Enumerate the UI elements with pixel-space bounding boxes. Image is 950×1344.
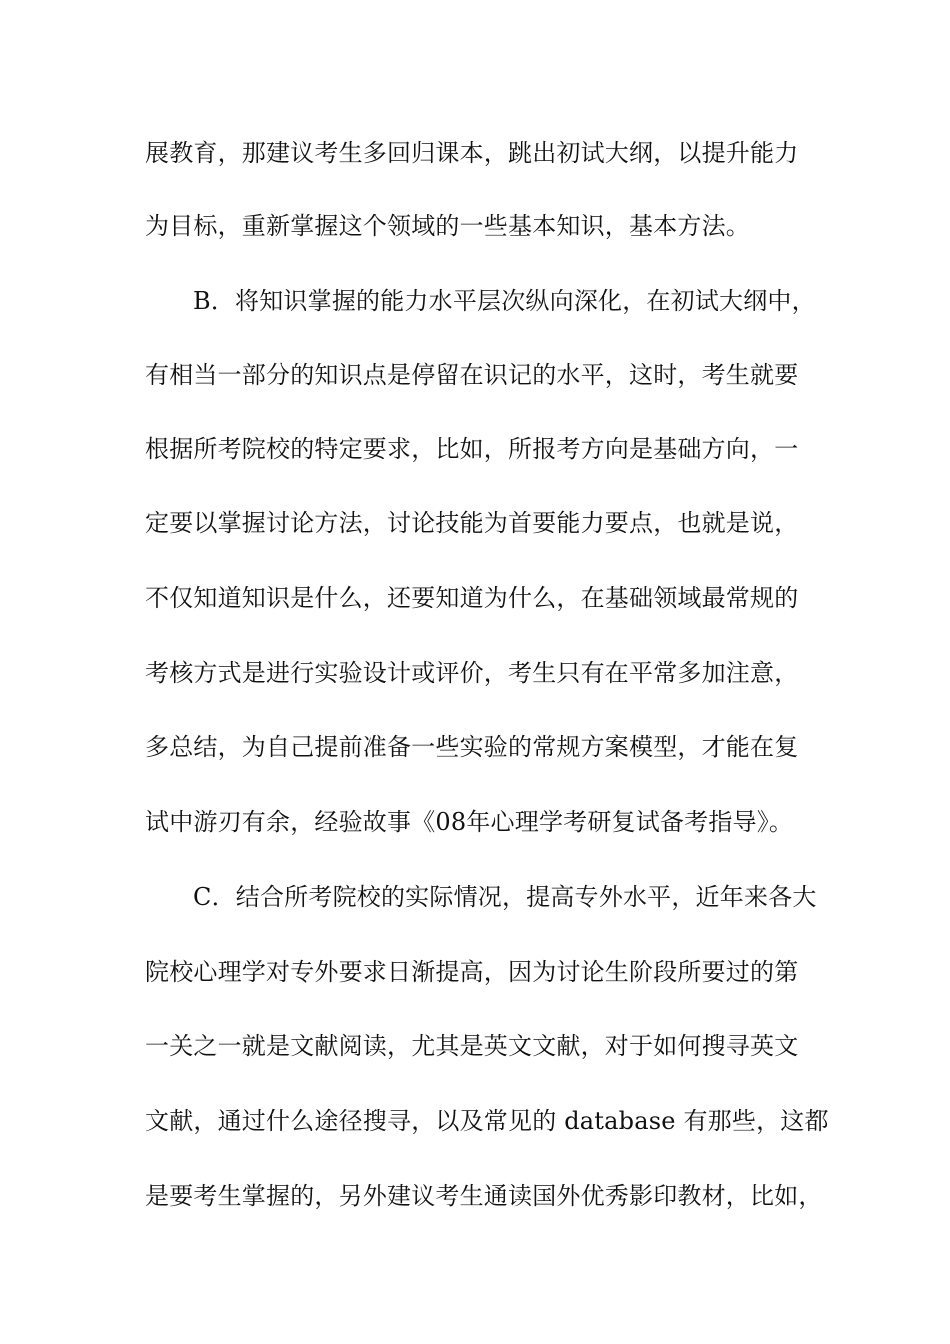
text-line-9: 多总结，为自己提前准备一些实验的常规方案模型，才能在复 — [145, 733, 799, 761]
text-line-7: 不仅知道知识是什么，还要知道为什么，在基础领域最常规的 — [145, 584, 799, 612]
text-line-4: 有相当一部分的知识点是停留在识记的水平，这时，考生就要 — [145, 361, 799, 389]
text-line-10: 试中游刃有余，经验故事《08年心理学考研复试备考指导》。 — [145, 808, 794, 836]
text-line-3: B．将知识掌握的能力水平层次纵向深化，在初试大纲中， — [193, 287, 816, 315]
text-line-13: 一关之一就是文献阅读，尤其是英文文献，对于如何搜寻英文 — [145, 1032, 799, 1060]
text-line-11: C．结合所考院校的实际情况，提高专外水平，近年来各大 — [193, 883, 817, 911]
text-line-6: 定要以掌握讨论方法，讨论技能为首要能力要点，也就是说， — [145, 509, 799, 537]
text-line-12: 院校心理学对专外要求日渐提高，因为讨论生阶段所要过的第 — [145, 958, 799, 986]
text-line-1: 展教育，那建议考生多回归课本，跳出初试大纲，以提升能力 — [145, 139, 799, 167]
text-line-2: 为目标，重新掌握这个领域的一些基本知识，基本方法。 — [145, 212, 750, 240]
text-line-8: 考核方式是进行实验设计或评价，考生只有在平常多加注意， — [145, 659, 799, 687]
text-line-5: 根据所考院校的特定要求，比如，所报考方向是基础方向，一 — [145, 435, 799, 463]
text-line-15: 是要考生掌握的，另外建议考生通读国外优秀影印教材，比如， — [145, 1182, 823, 1210]
text-line-14: 文献，通过什么途径搜寻，以及常见的 database 有那些，这都 — [145, 1107, 829, 1135]
